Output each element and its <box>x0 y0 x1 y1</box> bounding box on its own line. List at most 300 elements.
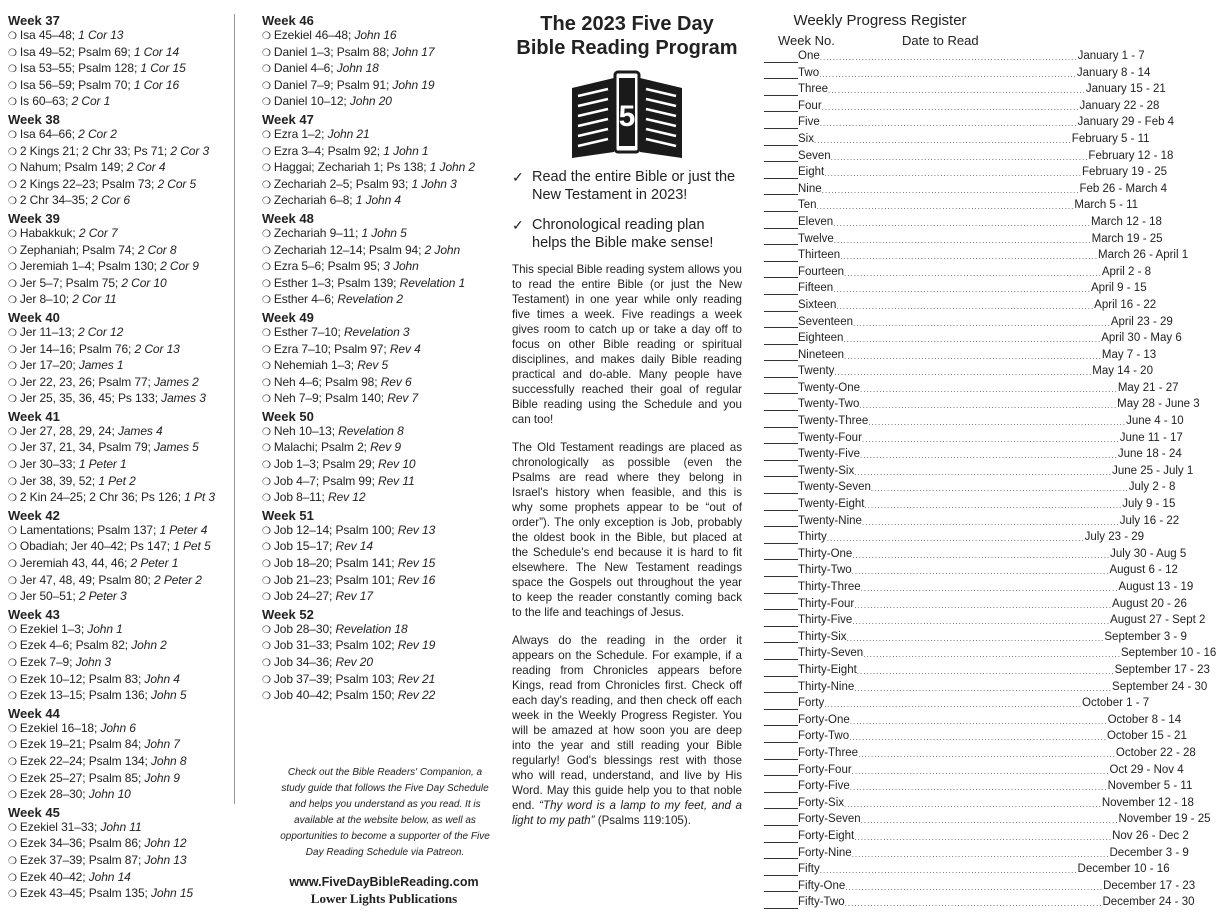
check-off-blank[interactable] <box>764 348 798 362</box>
checkbox-icon[interactable]: ❍ <box>8 641 17 653</box>
checkbox-icon[interactable]: ❍ <box>8 394 17 406</box>
reading-item[interactable] <box>262 28 494 45</box>
checkbox-icon[interactable]: ❍ <box>8 443 17 455</box>
new-testament-reading: 1 Pet 2 <box>98 473 136 488</box>
reading-item[interactable] <box>262 573 494 590</box>
dot-leader: ................................................................................ <box>859 401 1118 411</box>
checkbox-icon[interactable]: ❍ <box>8 262 17 274</box>
register-row <box>764 563 1178 580</box>
old-testament-reading: Job 15–17; <box>273 539 336 554</box>
register-row <box>764 66 1151 83</box>
checkbox-icon[interactable]: ❍ <box>262 228 271 240</box>
checkbox-icon[interactable]: ❍ <box>8 47 17 59</box>
checkbox-icon[interactable]: ❍ <box>262 493 271 505</box>
reading-item[interactable] <box>8 292 230 309</box>
reading-item[interactable] <box>8 325 230 342</box>
checkbox-icon[interactable]: ❍ <box>8 542 17 554</box>
checkbox-icon[interactable]: ❍ <box>8 559 17 571</box>
check-off-blank[interactable] <box>764 331 798 345</box>
register-row <box>764 796 1194 813</box>
reading-item[interactable] <box>8 78 230 95</box>
week-number: Seventeen <box>798 315 853 328</box>
check-off-blank[interactable] <box>764 480 798 494</box>
reading-item[interactable] <box>262 490 494 507</box>
check-off-blank[interactable] <box>764 364 798 378</box>
reading-item[interactable] <box>262 325 494 342</box>
new-testament-reading: 2 Cor 12 <box>77 324 124 339</box>
reading-item[interactable] <box>262 457 494 474</box>
old-testament-reading: Ezek 34–36; Psalm 86; <box>19 836 145 851</box>
reading-item[interactable] <box>262 424 494 441</box>
check-off-blank[interactable] <box>764 49 798 63</box>
check-off-blank[interactable] <box>764 431 798 445</box>
reading-item[interactable] <box>262 78 494 95</box>
register-row <box>764 165 1168 182</box>
register-row <box>764 265 1152 282</box>
checkbox-icon[interactable]: ❍ <box>8 889 17 901</box>
check-off-blank[interactable] <box>764 696 798 710</box>
checkbox-icon[interactable]: ❍ <box>8 855 17 867</box>
checkbox-icon[interactable]: ❍ <box>262 691 271 703</box>
reading-item[interactable] <box>8 193 230 210</box>
reading-item[interactable] <box>8 589 230 606</box>
register-row <box>764 812 1211 829</box>
week-number: Thirteen <box>798 249 841 262</box>
check-off-blank[interactable] <box>764 812 798 826</box>
reading-item[interactable] <box>8 424 230 441</box>
week-heading: Week 43 <box>8 606 60 622</box>
check-off-blank[interactable] <box>764 746 798 760</box>
new-testament-reading: Revelation 1 <box>399 275 466 290</box>
checkbox-icon[interactable]: ❍ <box>262 575 271 587</box>
reading-item[interactable] <box>262 358 494 375</box>
reading-item[interactable] <box>8 836 230 853</box>
checkbox-icon[interactable]: ❍ <box>8 97 17 109</box>
new-testament-reading: John 12 <box>144 836 187 851</box>
checkbox-icon[interactable]: ❍ <box>8 80 17 92</box>
reading-item[interactable] <box>8 276 230 293</box>
reading-item[interactable] <box>262 440 494 457</box>
reading-item[interactable] <box>262 276 494 293</box>
checkbox-icon[interactable]: ❍ <box>262 278 271 290</box>
reading-item[interactable] <box>8 45 230 62</box>
checkbox-icon[interactable]: ❍ <box>8 773 17 785</box>
check-off-blank[interactable] <box>764 796 798 810</box>
reading-item[interactable] <box>8 672 230 689</box>
old-testament-reading: Jer 11–13; <box>19 324 78 339</box>
checkbox-icon[interactable]: ❍ <box>8 592 17 604</box>
reading-item[interactable] <box>262 144 494 161</box>
check-off-blank[interactable] <box>764 613 798 627</box>
new-testament-reading: 1 Peter 1 <box>78 457 127 472</box>
checkbox-icon[interactable]: ❍ <box>262 295 271 307</box>
dot-leader: ................................................................................ <box>828 86 1086 96</box>
checkbox-icon[interactable]: ❍ <box>262 361 271 373</box>
reading-item[interactable] <box>8 886 230 903</box>
old-testament-reading: Ezekiel 1–3; <box>19 621 88 636</box>
reading-item[interactable] <box>262 688 494 705</box>
check-off-blank[interactable] <box>764 663 798 677</box>
check-off-blank[interactable] <box>764 248 798 262</box>
old-testament-reading: Ezek 25–27; Psalm 85; <box>19 770 145 785</box>
check-off-blank[interactable] <box>764 713 798 727</box>
quote-reference: (Psalms 119:105). <box>594 814 691 827</box>
check-off-blank[interactable] <box>764 149 798 163</box>
program-info-column <box>512 12 742 828</box>
checkbox-icon[interactable]: ❍ <box>8 723 17 735</box>
week-number: Thirty-Four <box>798 597 855 610</box>
check-off-blank[interactable] <box>764 497 798 511</box>
reading-dates: December 10 - 16 <box>1077 863 1170 876</box>
reading-item[interactable] <box>8 243 230 260</box>
website-link[interactable]: www.FiveDayBibleReading.com <box>289 874 479 889</box>
checkbox-icon[interactable]: ❍ <box>8 245 17 257</box>
new-testament-reading: 1 John 3 <box>411 176 457 191</box>
old-testament-reading: Ezek 40–42; <box>19 869 89 884</box>
checkbox-icon[interactable]: ❍ <box>8 674 17 686</box>
reading-item[interactable] <box>262 193 494 210</box>
check-off-blank[interactable] <box>764 862 798 876</box>
checkbox-icon[interactable]: ❍ <box>262 327 271 339</box>
reading-item[interactable] <box>262 474 494 491</box>
old-testament-reading: Ezekiel 31–33; <box>19 819 101 834</box>
reading-item[interactable] <box>262 127 494 144</box>
reading-item[interactable] <box>8 638 230 655</box>
reading-item[interactable] <box>8 556 230 573</box>
reading-item[interactable] <box>8 573 230 590</box>
checkbox-icon[interactable]: ❍ <box>262 196 271 208</box>
reading-dates: January 15 - 21 <box>1085 83 1166 96</box>
checkbox-icon[interactable]: ❍ <box>8 146 17 158</box>
new-testament-reading: 2 Cor 8 <box>137 242 177 257</box>
logo-number: 5 <box>618 100 636 133</box>
checkbox-icon[interactable]: ❍ <box>8 31 17 42</box>
reading-item[interactable] <box>8 787 230 804</box>
check-off-blank[interactable] <box>764 630 798 644</box>
dot-leader: ................................................................................ <box>870 484 1129 494</box>
check-off-blank[interactable] <box>764 281 798 295</box>
check-off-blank[interactable] <box>764 580 798 594</box>
week-number: Eight <box>798 166 825 179</box>
reading-item[interactable] <box>262 539 494 556</box>
checkbox-icon[interactable]: ❍ <box>262 426 271 438</box>
check-off-blank[interactable] <box>764 381 798 395</box>
reading-item[interactable] <box>8 539 230 556</box>
checkbox-icon[interactable]: ❍ <box>262 97 271 109</box>
checkbox-icon[interactable]: ❍ <box>262 542 271 554</box>
new-testament-reading: John 1 <box>87 621 123 636</box>
dot-leader: ................................................................................ <box>852 617 1111 627</box>
checkbox-icon[interactable]: ❍ <box>8 196 17 208</box>
check-off-blank[interactable] <box>764 680 798 694</box>
check-off-blank[interactable] <box>764 182 798 196</box>
reading-item[interactable] <box>8 853 230 870</box>
checkbox-icon[interactable]: ❍ <box>262 245 271 257</box>
check-off-blank[interactable] <box>764 829 798 843</box>
checkbox-icon[interactable]: ❍ <box>8 476 17 488</box>
reading-item[interactable] <box>8 771 230 788</box>
week-heading: Week 40 <box>8 309 60 325</box>
check-off-blank[interactable] <box>764 132 798 146</box>
new-testament-reading: Revelation 3 <box>343 324 410 339</box>
checkbox-icon[interactable]: ❍ <box>8 377 17 389</box>
reading-dates: November 5 - 11 <box>1107 780 1193 793</box>
reading-item[interactable] <box>8 358 230 375</box>
checkbox-icon[interactable]: ❍ <box>262 80 271 92</box>
checkbox-icon[interactable]: ❍ <box>262 163 271 175</box>
check-off-blank[interactable] <box>764 315 798 329</box>
checkbox-icon[interactable]: ❍ <box>262 31 271 42</box>
check-off-blank[interactable] <box>764 414 798 428</box>
reading-item[interactable] <box>8 490 230 507</box>
register-row <box>764 132 1150 149</box>
check-off-blank[interactable] <box>764 846 798 860</box>
check-off-blank[interactable] <box>764 165 798 179</box>
old-testament-reading: Ezra 5–6; Psalm 95; <box>273 259 384 274</box>
old-testament-reading: Obadiah; Jer 40–42; Ps 147; <box>19 539 174 554</box>
reading-item[interactable] <box>262 638 494 655</box>
checkbox-icon[interactable]: ❍ <box>8 129 17 141</box>
dot-leader: ................................................................................ <box>860 451 1118 461</box>
checkbox-icon[interactable]: ❍ <box>8 344 17 356</box>
checkbox-icon[interactable]: ❍ <box>262 460 271 472</box>
reading-item[interactable] <box>262 342 494 359</box>
checkbox-icon[interactable]: ❍ <box>262 559 271 571</box>
check-icon: ✓ <box>512 217 524 233</box>
reading-item[interactable] <box>262 45 494 62</box>
dot-leader: ................................................................................ <box>854 683 1113 693</box>
checkbox-icon[interactable]: ❍ <box>262 262 271 274</box>
checkbox-icon[interactable]: ❍ <box>8 493 17 505</box>
checkbox-icon[interactable]: ❍ <box>262 129 271 141</box>
reading-item[interactable] <box>262 391 494 408</box>
check-off-blank[interactable] <box>764 879 798 893</box>
reading-item[interactable] <box>262 622 494 639</box>
check-off-blank[interactable] <box>764 232 798 246</box>
checkbox-icon[interactable]: ❍ <box>262 344 271 356</box>
checkbox-icon[interactable]: ❍ <box>262 64 271 76</box>
checkbox-icon[interactable]: ❍ <box>8 64 17 76</box>
reading-item[interactable] <box>262 655 494 672</box>
check-off-blank[interactable] <box>764 115 798 129</box>
dot-leader: ................................................................................ <box>844 899 1103 909</box>
new-testament-reading: 3 John <box>383 259 419 274</box>
check-off-blank[interactable] <box>764 514 798 528</box>
checkbox-icon[interactable]: ❍ <box>262 658 271 669</box>
new-testament-reading: Rev 16 <box>397 572 436 587</box>
check-off-blank[interactable] <box>764 397 798 411</box>
check-off-blank[interactable] <box>764 215 798 229</box>
reading-item[interactable] <box>8 144 230 161</box>
reading-item[interactable] <box>8 622 230 639</box>
new-testament-reading: Rev 15 <box>397 556 436 571</box>
checkbox-icon[interactable]: ❍ <box>8 426 17 438</box>
reading-item[interactable] <box>8 127 230 144</box>
checkbox-icon[interactable]: ❍ <box>8 295 17 307</box>
checkbox-icon[interactable]: ❍ <box>262 377 271 389</box>
old-testament-reading: Ezekiel 46–48; <box>273 28 355 42</box>
new-testament-reading: Revelation 2 <box>337 292 403 307</box>
week-number: Twelve <box>798 232 834 245</box>
reading-item[interactable] <box>8 523 230 540</box>
checkpoint-1 <box>512 168 742 204</box>
reading-item[interactable] <box>262 259 494 276</box>
reading-item[interactable] <box>262 589 494 606</box>
old-testament-reading: Nehemiah 1–3; <box>273 358 358 373</box>
check-off-blank[interactable] <box>764 464 798 478</box>
reading-item[interactable] <box>8 375 230 392</box>
checkbox-icon[interactable]: ❍ <box>8 658 17 669</box>
old-testament-reading: Jer 27, 28, 29, 24; <box>19 423 118 438</box>
dot-leader: ................................................................................ <box>845 882 1104 892</box>
checkbox-icon[interactable]: ❍ <box>8 361 17 373</box>
old-testament-reading: Ezek 7–9; <box>19 655 76 669</box>
check-off-blank[interactable] <box>764 763 798 777</box>
checkbox-icon[interactable]: ❍ <box>8 163 17 175</box>
reading-item[interactable] <box>262 226 494 243</box>
dot-leader: ................................................................................ <box>813 135 1072 145</box>
reading-item[interactable] <box>8 342 230 359</box>
reading-item[interactable] <box>262 94 494 111</box>
check-off-blank[interactable] <box>764 82 798 96</box>
check-off-blank[interactable] <box>764 895 798 909</box>
new-testament-reading: 1 Cor 13 <box>78 28 124 42</box>
reading-dates: May 28 - June 3 <box>1117 398 1200 411</box>
checkbox-icon[interactable]: ❍ <box>8 740 17 752</box>
register-row <box>764 198 1139 215</box>
new-testament-reading: 1 Pet 5 <box>173 539 211 554</box>
reading-item[interactable] <box>8 754 230 771</box>
week-number: Fifteen <box>798 282 834 295</box>
reading-item[interactable] <box>262 556 494 573</box>
reading-item[interactable] <box>8 457 230 474</box>
new-testament-reading: 1 Cor 16 <box>133 77 180 92</box>
check-off-blank[interactable] <box>764 66 798 80</box>
check-off-blank[interactable] <box>764 646 798 660</box>
reading-item[interactable] <box>8 226 230 243</box>
check-off-blank[interactable] <box>764 447 798 461</box>
reading-dates: April 9 - 15 <box>1090 282 1147 295</box>
checkbox-icon[interactable]: ❍ <box>262 179 271 191</box>
week-number: Forty-Two <box>798 730 850 743</box>
new-testament-reading: James 2 <box>154 374 199 389</box>
checkbox-icon[interactable]: ❍ <box>8 822 17 834</box>
register-row <box>764 613 1206 630</box>
new-testament-reading: 1 Cor 15 <box>140 61 186 76</box>
reading-item[interactable] <box>8 28 230 45</box>
reading-item[interactable] <box>8 737 230 754</box>
reading-item[interactable] <box>8 870 230 887</box>
checkbox-icon[interactable]: ❍ <box>8 790 17 802</box>
check-off-blank[interactable] <box>764 563 798 577</box>
checkbox-icon[interactable]: ❍ <box>8 460 17 472</box>
check-off-blank[interactable] <box>764 597 798 611</box>
old-testament-reading: Ezra 3–4; Psalm 92; <box>273 143 384 158</box>
reading-item[interactable] <box>262 672 494 689</box>
reading-item[interactable] <box>262 61 494 78</box>
checkbox-icon[interactable]: ❍ <box>8 839 17 851</box>
reading-dates: February 5 - 11 <box>1071 132 1150 145</box>
reading-item[interactable] <box>262 292 494 309</box>
week-heading: Week 39 <box>8 210 60 226</box>
reading-item[interactable] <box>8 61 230 78</box>
checkbox-icon[interactable]: ❍ <box>8 756 17 768</box>
dot-leader: ................................................................................ <box>858 749 1116 759</box>
checkbox-icon[interactable]: ❍ <box>262 592 271 604</box>
program-title <box>512 12 742 60</box>
checkbox-icon[interactable]: ❍ <box>8 179 17 191</box>
checkbox-icon[interactable]: ❍ <box>262 641 271 653</box>
checkbox-icon[interactable]: ❍ <box>262 47 271 59</box>
reading-item[interactable] <box>262 177 494 194</box>
old-testament-reading: Nahum; Psalm 149; <box>19 160 127 175</box>
checkbox-icon[interactable]: ❍ <box>262 476 271 488</box>
checkbox-icon[interactable]: ❍ <box>8 278 17 290</box>
dot-leader: ................................................................................ <box>851 567 1110 577</box>
reading-item[interactable] <box>262 375 494 392</box>
checkbox-icon[interactable]: ❍ <box>8 872 17 884</box>
checkbox-icon[interactable]: ❍ <box>262 525 271 537</box>
new-testament-reading: John 8 <box>151 753 187 768</box>
reading-item[interactable] <box>8 820 230 837</box>
register-row <box>764 862 1170 879</box>
reading-item[interactable] <box>8 259 230 276</box>
reading-item[interactable] <box>262 160 494 177</box>
check-off-blank[interactable] <box>764 298 798 312</box>
checkbox-icon[interactable]: ❍ <box>8 228 17 240</box>
checkbox-icon[interactable]: ❍ <box>8 624 17 636</box>
reading-item[interactable] <box>8 688 230 705</box>
check-off-blank[interactable] <box>764 547 798 561</box>
reading-item[interactable] <box>262 523 494 540</box>
check-off-blank[interactable] <box>764 265 798 279</box>
checkbox-icon[interactable]: ❍ <box>8 525 17 537</box>
register-row <box>764 879 1196 896</box>
checkbox-icon[interactable]: ❍ <box>8 691 17 703</box>
reading-dates: December 24 - 30 <box>1102 896 1195 909</box>
checkbox-icon[interactable]: ❍ <box>262 674 271 686</box>
check-off-blank[interactable] <box>764 530 798 544</box>
old-testament-reading: Lamentations; Psalm 137; <box>19 522 160 537</box>
check-off-blank[interactable] <box>764 198 798 212</box>
reading-item[interactable] <box>8 160 230 177</box>
checkbox-icon[interactable]: ❍ <box>262 394 271 406</box>
reading-dates: April 16 - 22 <box>1094 298 1157 311</box>
checkbox-icon[interactable]: ❍ <box>8 575 17 587</box>
checkbox-icon[interactable]: ❍ <box>262 146 271 158</box>
reading-dates: June 4 - 10 <box>1126 415 1184 428</box>
old-testament-reading: Ezek 43–45; Psalm 135; <box>19 886 151 901</box>
check-off-blank[interactable] <box>764 729 798 743</box>
check-off-blank[interactable] <box>764 779 798 793</box>
reading-item[interactable] <box>8 721 230 738</box>
old-testament-reading: Job 34–36; <box>273 655 336 669</box>
reading-item[interactable] <box>262 243 494 260</box>
register-row <box>764 630 1187 647</box>
reading-item[interactable] <box>8 474 230 491</box>
checkbox-icon[interactable]: ❍ <box>262 443 271 455</box>
check-off-blank[interactable] <box>764 99 798 113</box>
reading-item[interactable] <box>8 177 230 194</box>
open-bible-icon <box>562 68 692 160</box>
checkbox-icon[interactable]: ❍ <box>8 327 17 339</box>
checkbox-icon[interactable]: ❍ <box>262 624 271 636</box>
reading-item[interactable] <box>8 655 230 672</box>
reading-item[interactable] <box>8 391 230 408</box>
week-heading: Week 44 <box>8 705 60 721</box>
reading-item[interactable] <box>8 94 230 111</box>
reading-item[interactable] <box>8 440 230 457</box>
